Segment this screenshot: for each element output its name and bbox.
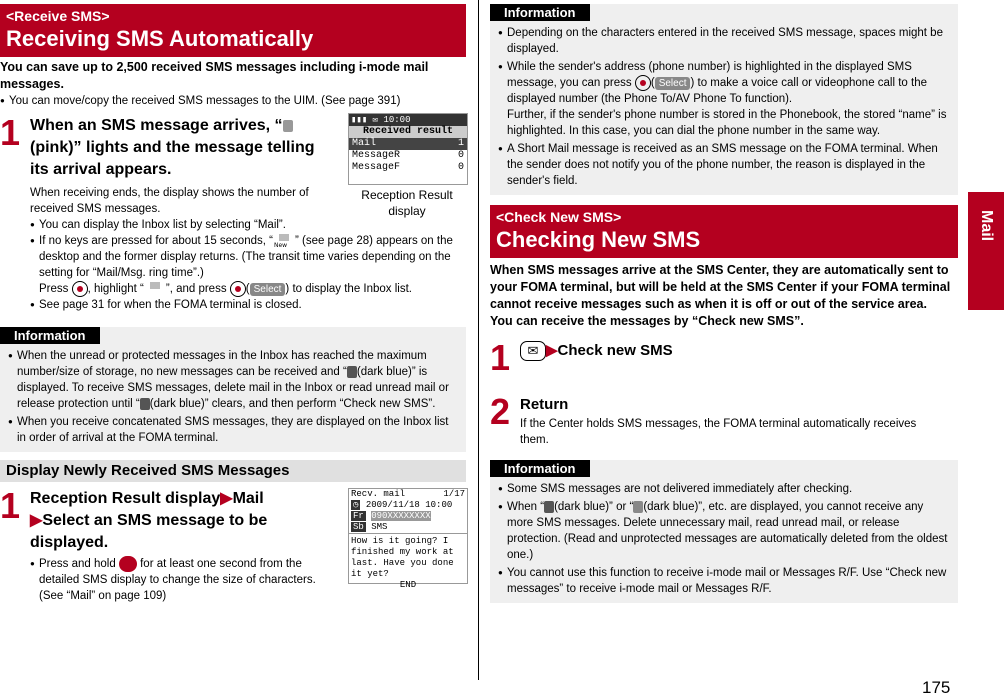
banner-title: Checking New SMS <box>496 227 701 253</box>
step-title <box>30 488 330 554</box>
mail-key-icon: ✉ <box>520 341 546 361</box>
step-number: 2 <box>490 391 511 433</box>
bullet-part: (dark blue)”, etc. are displayed, you cannot receive any more SMS messages. Delete unnecessary mail, read unread mail, or release protection. (Read and unprotected messages are automatically deleted from the oldest one.) <box>507 501 948 562</box>
clear-key-icon <box>119 556 137 572</box>
step-title: Return <box>520 396 569 414</box>
step-number: 1 <box>0 112 21 153</box>
shot-row <box>349 162 467 174</box>
step-number: 1 <box>0 485 21 527</box>
arrow-icon: ▶ <box>30 512 43 530</box>
info-bullet: ● You cannot use this function to receive i-mode mail or Messages R/F. Use “Check new messages” to receive i-mode mail or Messages R/F. <box>498 565 950 597</box>
shot-date: 2009/11/18 10:00 <box>365 500 453 511</box>
shot-row <box>349 150 467 162</box>
bullet: ● See page 31 for when the FOMA terminal is closed. <box>30 297 466 313</box>
lead-text: When SMS messages arrive at the SMS Center, they are automatically sent to your FOMA terminal, but will be held at the SMS Center if your FOMA terminal cannot receive messages such as when it is off or out of the service area. <box>490 263 951 312</box>
side-tab-mail <box>968 192 1004 310</box>
info-bullet: ● Depending on the characters entered in the received SMS message, spaces might be displayed. <box>498 25 950 57</box>
info-bullet: ● When you receive concatenated SMS messages, they are displayed on the Inbox list in order of arrival at the FOMA terminal. <box>8 414 458 446</box>
step-title-part: Mail <box>232 490 264 508</box>
shot-sub: SMS <box>371 522 388 533</box>
info-tag: Information <box>490 4 590 21</box>
info-bullet <box>498 59 950 139</box>
bullet-part: ( <box>245 283 250 296</box>
bullet-part: Press <box>39 283 72 296</box>
info-tag: Information <box>0 327 100 344</box>
lead-text: You can save up to 2,500 received SMS messages including i-mode mail messages. <box>0 60 429 91</box>
dark-blue-mail-icon <box>347 366 357 378</box>
shot-header <box>349 489 467 500</box>
lead-bullet: ● You can move/copy the received SMS messages to the UIM. (See page 391) <box>0 93 466 109</box>
new-icon-label: New <box>273 241 288 248</box>
bullet-part: ( <box>650 77 655 90</box>
bullet <box>30 556 329 604</box>
bullet <box>30 233 466 297</box>
step-number: 1 <box>490 337 511 379</box>
bullet-part: ) to make a voice call or videophone call to the displayed number (the Phone To/AV Phone To function). <box>507 77 928 106</box>
shot-row-label: MessageR <box>352 150 401 161</box>
arrow-icon: ▶ <box>546 342 558 360</box>
step-body: If the Center holds SMS messages, the FOMA terminal automatically receives them. <box>520 418 917 447</box>
bullet-part: (dark blue)” is displayed. To receive SMS messages, delete mail in the Inbox or read unread mail or release protection until “ <box>17 366 449 411</box>
arrow-icon: ▶ <box>220 490 233 508</box>
enter-key-icon <box>230 281 246 297</box>
side-tab-label: Mail <box>978 210 995 242</box>
info-box-top <box>490 4 958 195</box>
shot-row-count: 1 <box>457 138 464 149</box>
bullet-part: ) to display the Inbox list. <box>285 283 412 296</box>
shot-end: END <box>399 580 417 591</box>
mail-lamp-icon <box>283 120 293 132</box>
info-bullet <box>498 499 950 563</box>
step-title-part: Reception Result display <box>30 490 221 508</box>
shot-from: 090XXXXXXXX <box>371 511 431 522</box>
shot-row-count: 0 <box>457 162 464 173</box>
shot-row <box>349 138 467 150</box>
shot-rows <box>349 138 467 174</box>
sms-detail-screenshot <box>348 488 468 591</box>
bullet-part: When the unread or protected messages in the Inbox has reached the maximum number/size of storage, no new messages can be received and “ <box>17 350 427 379</box>
status-bar: ▮▮▮ ✉ 10:00 <box>349 114 467 126</box>
subsection-heading: Display Newly Received SMS Messages <box>0 460 466 482</box>
new-mail-icon <box>273 234 295 248</box>
info-tag: Information <box>490 460 590 477</box>
bullet-part: (dark blue)” or “ <box>554 501 634 514</box>
select-softkey: Select <box>655 77 691 90</box>
info-bullet: ● Some SMS messages are not delivered immediately after checking. <box>498 481 950 497</box>
banner-small-title: <Check New SMS> <box>496 209 622 226</box>
subject-icon: Sb <box>353 522 364 533</box>
step-1-display <box>0 485 466 604</box>
bullet-part: While the sender's address (phone number) is highlighted in the displayed SMS message, you can press <box>507 61 912 90</box>
enter-key-icon <box>635 75 651 91</box>
bullet-part: ” (see page 28) appears on the desktop and the former display returns. (The transit time varies depending on the setting for “Mail/Msg. ring time”.) <box>39 235 453 279</box>
new-mail-icon <box>144 282 166 296</box>
banner-title: Receiving SMS Automatically <box>6 26 314 51</box>
step-title <box>520 340 958 362</box>
shot-date-row <box>349 500 467 511</box>
from-icon: Fr <box>353 511 364 522</box>
info-bullet: ● A Short Mail message is received as an SMS message on the FOMA terminal. When the sender does not notify you of the phone number, the reason is displayed in the sender's field. <box>498 141 950 189</box>
step-title-part: Select an SMS message to be displayed. <box>30 512 268 552</box>
bullet-part: (dark blue)” clears, and then perform “Check new SMS”. <box>149 398 436 411</box>
shot-row-count: 0 <box>457 150 464 161</box>
lead-text: You can receive the messages by “Check new SMS”. <box>490 314 804 329</box>
step-title <box>30 115 320 181</box>
shot-title: Received result <box>349 126 467 138</box>
left-column <box>0 0 466 604</box>
reception-result-screenshot <box>348 113 468 185</box>
page-number: 175 <box>922 678 951 697</box>
clock-icon: ◷ <box>353 500 359 511</box>
step-1-check <box>490 337 958 386</box>
banner-small-title: <Receive SMS> <box>6 8 110 24</box>
section-banner-check <box>490 205 958 258</box>
shot-body: How is it going? I finished my work at last. Have you done it yet? <box>349 533 467 580</box>
info-box-bottom <box>490 460 958 603</box>
shot-from-row <box>349 511 467 522</box>
step-body: When receiving ends, the display shows the number of received SMS messages. <box>30 187 309 215</box>
info-bullet <box>8 348 458 412</box>
shot-row-label: MessageF <box>352 162 401 173</box>
step-title-part: (pink)” lights and the message telling its arrival appears. <box>30 139 315 178</box>
screenshot-caption: Reception Result display <box>361 188 453 218</box>
shot-sub-row <box>349 522 467 533</box>
bullet-part: , highlight “ <box>87 283 144 296</box>
bullet-part: Further, if the sender's phone number is stored in the Phonebook, the stored “name” is highlighted. In this case, you can dial the phone number in the same way. <box>507 109 947 138</box>
enter-key-icon <box>72 281 88 297</box>
step-1-receive <box>0 112 466 218</box>
bullet-part: Press and hold <box>39 558 119 571</box>
bullet-part: If no keys are pressed for about 15 seconds, “ <box>39 235 273 247</box>
bullet: ● You can display the Inbox list by selecting “Mail”. <box>30 217 466 233</box>
step-title-text: Check new SMS <box>557 342 673 360</box>
bullet-part: ”, and press <box>165 283 230 296</box>
info-box-1 <box>0 327 466 452</box>
dark-blue-mail-icon <box>544 501 554 513</box>
shot-header-label: Recv. mail <box>351 489 406 500</box>
bullet-part: for at least one second from the detailed SMS display to change the size of characters. (See “Mail” on page 109) <box>39 558 316 603</box>
right-column <box>490 0 958 603</box>
step-title-part: When an SMS message arrives, “ <box>30 117 283 134</box>
shot-row-label: Mail <box>352 138 377 149</box>
bullet-part: When “ <box>507 501 545 514</box>
dark-blue-uim-icon <box>633 501 643 513</box>
dark-blue-mail-icon <box>140 398 150 410</box>
select-softkey: Select <box>250 283 286 296</box>
step-1-bullets <box>30 217 466 313</box>
shot-counter: 1/17 <box>443 489 465 500</box>
step-2-return <box>490 391 958 454</box>
section-banner-receive <box>0 4 466 57</box>
column-divider <box>478 0 479 680</box>
